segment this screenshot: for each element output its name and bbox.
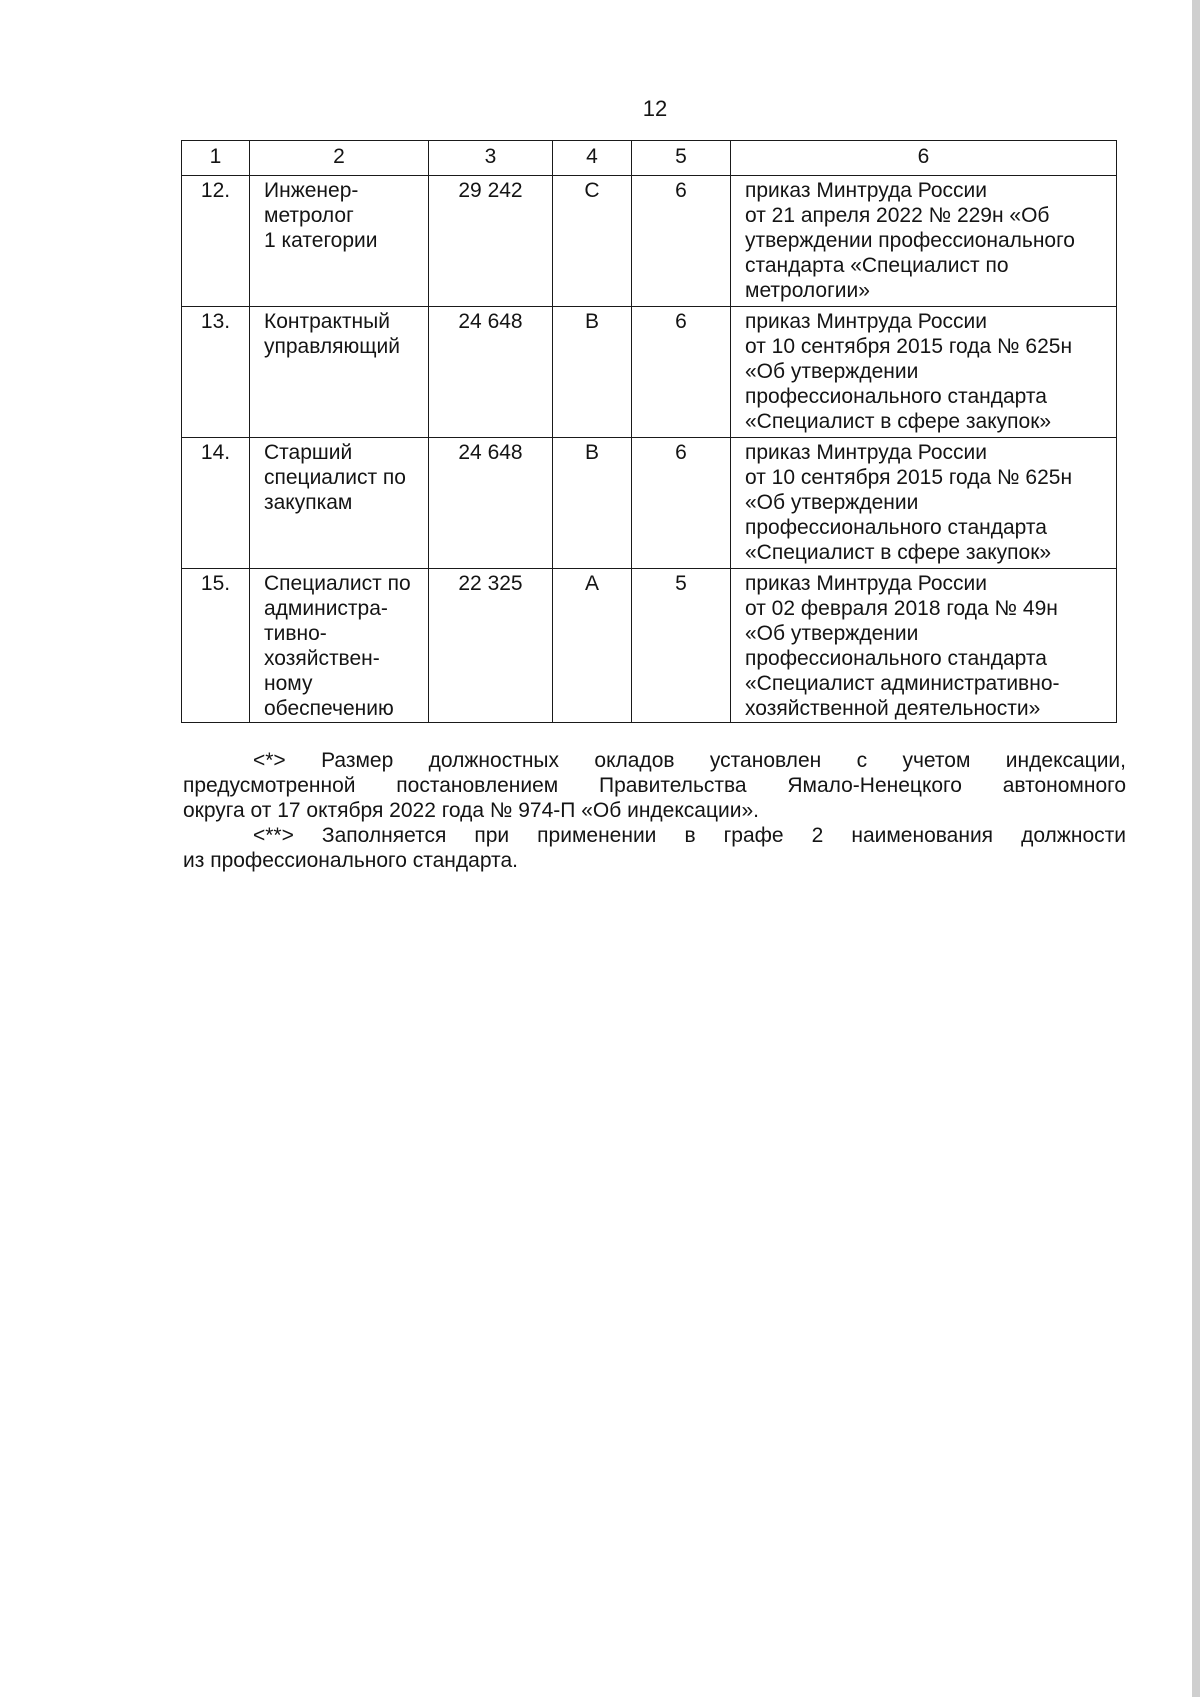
position-name — [250, 569, 429, 723]
footnote-salary-indexation — [183, 748, 1126, 823]
footnote-line: предусмотренной постановлением Правительства Ямало-Ненецкого автономного — [183, 774, 1126, 797]
document-line: стандарта «Специалист по — [745, 254, 1009, 277]
footnote-line: из профессионального стандарта. — [183, 849, 518, 872]
row-number: 14. — [182, 438, 250, 569]
group-cell: С — [553, 176, 632, 307]
position-line: Инженер- — [264, 179, 359, 202]
position-line: управляющий — [264, 335, 401, 358]
table-header-row — [182, 141, 1117, 176]
document-cell — [731, 438, 1117, 569]
table-row — [182, 176, 1117, 307]
page-right-edge — [1192, 0, 1200, 1697]
footnote-line: <*> Размер должностных окладов установлен с учетом индексации, — [253, 749, 1126, 772]
header-col-6: 6 — [731, 141, 1117, 176]
document-cell — [731, 176, 1117, 307]
footnote-line: округа от 17 октября 2022 года № 974-П «Об индексации». — [183, 799, 759, 822]
position-line: администра- — [264, 597, 388, 620]
salary-cell: 24 648 — [429, 438, 553, 569]
header-col-5: 5 — [632, 141, 731, 176]
group-cell: В — [553, 307, 632, 438]
document-line: профессионального стандарта — [745, 516, 1047, 539]
document-line: от 10 сентября 2015 года № 625н — [745, 466, 1073, 489]
document-line: «Специалист в сфере закупок» — [745, 410, 1052, 433]
table-row — [182, 569, 1117, 723]
position-name — [250, 307, 429, 438]
document-line: от 21 апреля 2022 № 229н «Об — [745, 204, 1050, 227]
positions-table — [181, 140, 1117, 723]
position-line: закупкам — [264, 491, 353, 514]
document-line: от 10 сентября 2015 года № 625н — [745, 335, 1073, 358]
document-line: приказ Минтруда России — [745, 310, 988, 333]
document-line: «Специалист в сфере закупок» — [745, 541, 1052, 564]
header-col-4: 4 — [553, 141, 632, 176]
position-line: 1 категории — [264, 229, 378, 252]
document-line: хозяйственной деятельности» — [745, 697, 1041, 720]
group-cell: А — [553, 569, 632, 723]
level-cell: 6 — [632, 307, 731, 438]
position-line: тивно- — [264, 622, 327, 645]
document-line: приказ Минтруда России — [745, 179, 988, 202]
position-name — [250, 176, 429, 307]
position-line: Контрактный — [264, 310, 390, 333]
document-line: «Об утверждении — [745, 491, 919, 514]
document-line: утверждении профессионального — [745, 229, 1075, 252]
document-cell — [731, 307, 1117, 438]
document-line: «Об утверждении — [745, 360, 919, 383]
page-number: 12 — [642, 96, 668, 121]
document-line: профессионального стандарта — [745, 647, 1047, 670]
position-line: обеспечению — [264, 697, 394, 720]
position-line: метролог — [264, 204, 354, 227]
document-cell — [731, 569, 1117, 723]
footnote-professional-standard — [183, 823, 1126, 873]
document-line: «Специалист административно- — [745, 672, 1060, 695]
position-line: ному — [264, 672, 313, 695]
position-line: Специалист по — [264, 572, 411, 595]
position-name — [250, 438, 429, 569]
group-cell: В — [553, 438, 632, 569]
document-line: метрологии» — [745, 279, 870, 302]
footnotes — [183, 748, 1126, 873]
level-cell: 6 — [632, 176, 731, 307]
document-line: от 02 февраля 2018 года № 49н — [745, 597, 1058, 620]
row-number: 12. — [182, 176, 250, 307]
salary-cell: 22 325 — [429, 569, 553, 723]
position-line: хозяйствен- — [264, 647, 380, 670]
document-line: «Об утверждении — [745, 622, 919, 645]
header-col-1: 1 — [182, 141, 250, 176]
row-number: 15. — [182, 569, 250, 723]
position-line: специалист по — [264, 466, 406, 489]
table-row — [182, 438, 1117, 569]
level-cell: 6 — [632, 438, 731, 569]
level-cell: 5 — [632, 569, 731, 723]
position-line: Старший — [264, 441, 353, 464]
row-number: 13. — [182, 307, 250, 438]
header-col-2: 2 — [250, 141, 429, 176]
table-row — [182, 307, 1117, 438]
document-line: приказ Минтруда России — [745, 441, 988, 464]
salary-cell: 29 242 — [429, 176, 553, 307]
salary-cell: 24 648 — [429, 307, 553, 438]
footnote-line: <**> Заполняется при применении в графе 2 наименования должности — [253, 824, 1126, 847]
header-col-3: 3 — [429, 141, 553, 176]
document-line: профессионального стандарта — [745, 385, 1047, 408]
document-line: приказ Минтруда России — [745, 572, 988, 595]
